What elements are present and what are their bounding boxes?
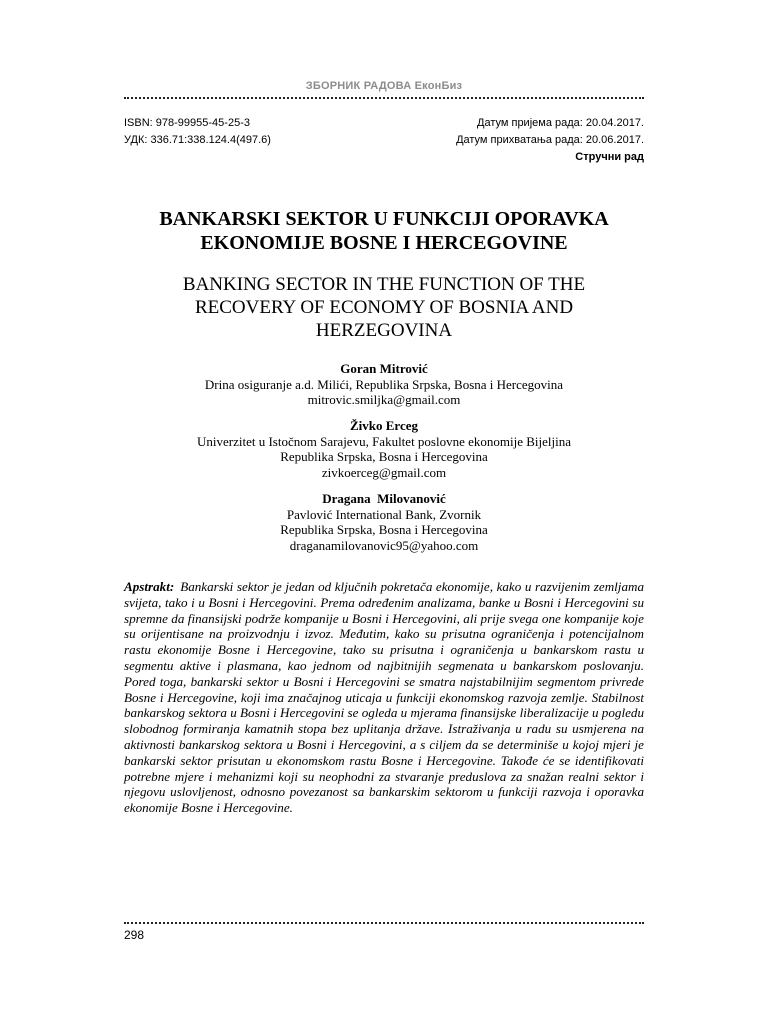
author-name: Živko Erceg [349, 418, 418, 433]
publication-identifiers [124, 115, 271, 149]
abstract [124, 579, 644, 816]
author-affiliation: Univerzitet u Istočnom Sarajevu, Fakultet poslovne ekonomije Bijeljina [196, 433, 572, 449]
author-affiliation: Pavlović International Bank, Zvornik [286, 506, 482, 522]
abstract-label: Apstrakt: [124, 579, 175, 594]
abstract-text: Bankarski sektor je jedan od ključnih pokretača ekonomije, kako u razvijenim zemljama svijeta, tako i u Bosni i Hercegovini. Prema određenim analizama, banke u Bosni i Hercegovini su spremne da finansijski podrže kompanije u Bosni i Hercegovini, ali prije svega one kompanije koje su orijentisane na proizvodnju i izvoz. Međutim, kako su prisutna ograničenja i potencijalnom rastu ekonomije Bosne i Hercegovine, tako su prisutna i ograničenja u bankarskom rastu u segmentu aktive i plasmana, kao jednom od najbitnijih segmenata u bankarskom poslovanju. Pored toga, bankarski sektor u Bosni i Hercegovini se smatra najstabilnijim segmentom privrede Bosne i Hercegovine, koji ima značajnog uticaja u funkciji ekonomskog razvoja zemlje. Stabilnost bankarskog sektora u Bosni i Hercegovini se ogleda u mjerama finansijske liberalizacije u pogledu slobodnog formiranja kamatnih stopa bez uplitanja države. Istraživanja u radu su usmjerena na aktivnosti bankarskog sektora u Bosni i Hercegovini, a s ciljem da se determiniše u kojoj mjeri je bankarski sektor prisutan u ekonomskom rastu Bosne i Hercegovine. Takođe će se identifikovati potrebne mjere i mehanizmi koji su neophodni za stvaranje preduslova za snažan realni sektor i njegovu uslovljenost, odnosno povezanost sa bankarskim sektorom u funkciji razvoja i oporavka ekonomije Bosne i Hercegovine. [124, 579, 644, 816]
isbn: ISBN: 978-99955-45-25-3 [124, 117, 250, 129]
paper-title-english [110, 273, 658, 342]
author-email: draganamilovanovic95@yahoo.com [289, 537, 479, 553]
title-english-line: HERZEGOVINA [315, 320, 453, 341]
received-date: Датум пријема рада: 20.04.2017. [477, 117, 644, 129]
author-affiliation: Drina osiguranje a.d. Milići, Republika Srpska, Bosna i Hercegovina [204, 376, 564, 392]
footer-divider [124, 922, 644, 924]
author-block [124, 491, 644, 553]
author-affiliation: Republika Srpska, Bosna i Hercegovina [280, 449, 488, 464]
author-block [124, 418, 644, 480]
page-number: 298 [124, 928, 145, 942]
author-email: zivkoerceg@gmail.com [321, 464, 447, 480]
title-english-line: RECOVERY OF ECONOMY OF BOSNIA AND [194, 297, 574, 318]
header-divider [124, 97, 644, 99]
author-affiliation: Republika Srpska, Bosna i Hercegovina [280, 522, 488, 537]
udk: УДК: 336.71:338.124.4(497.6) [124, 134, 271, 146]
author-name: Dragana Milovanović [322, 491, 446, 506]
author-block [124, 361, 644, 408]
title-english-line: BANKING SECTOR IN THE FUNCTION OF THE [182, 274, 586, 295]
paper-type: Стручни рад [575, 151, 644, 163]
accepted-date: Датум прихватања рада: 20.06.2017. [456, 134, 644, 146]
paper-title-local [100, 207, 668, 255]
author-name: Goran Mitrović [340, 361, 428, 376]
title-local-line: BANKARSKI SEKTOR U FUNKCIJI OPORAVKA [159, 208, 609, 230]
journal-header: ЗБОРНИК РАДОВА ЕконБиз [305, 80, 463, 92]
title-local-line: EKONOMIJE BOSNE I HERCEGOVINE [200, 232, 568, 254]
submission-dates [456, 115, 644, 166]
author-email: mitrovic.smiljka@gmail.com [307, 392, 461, 407]
